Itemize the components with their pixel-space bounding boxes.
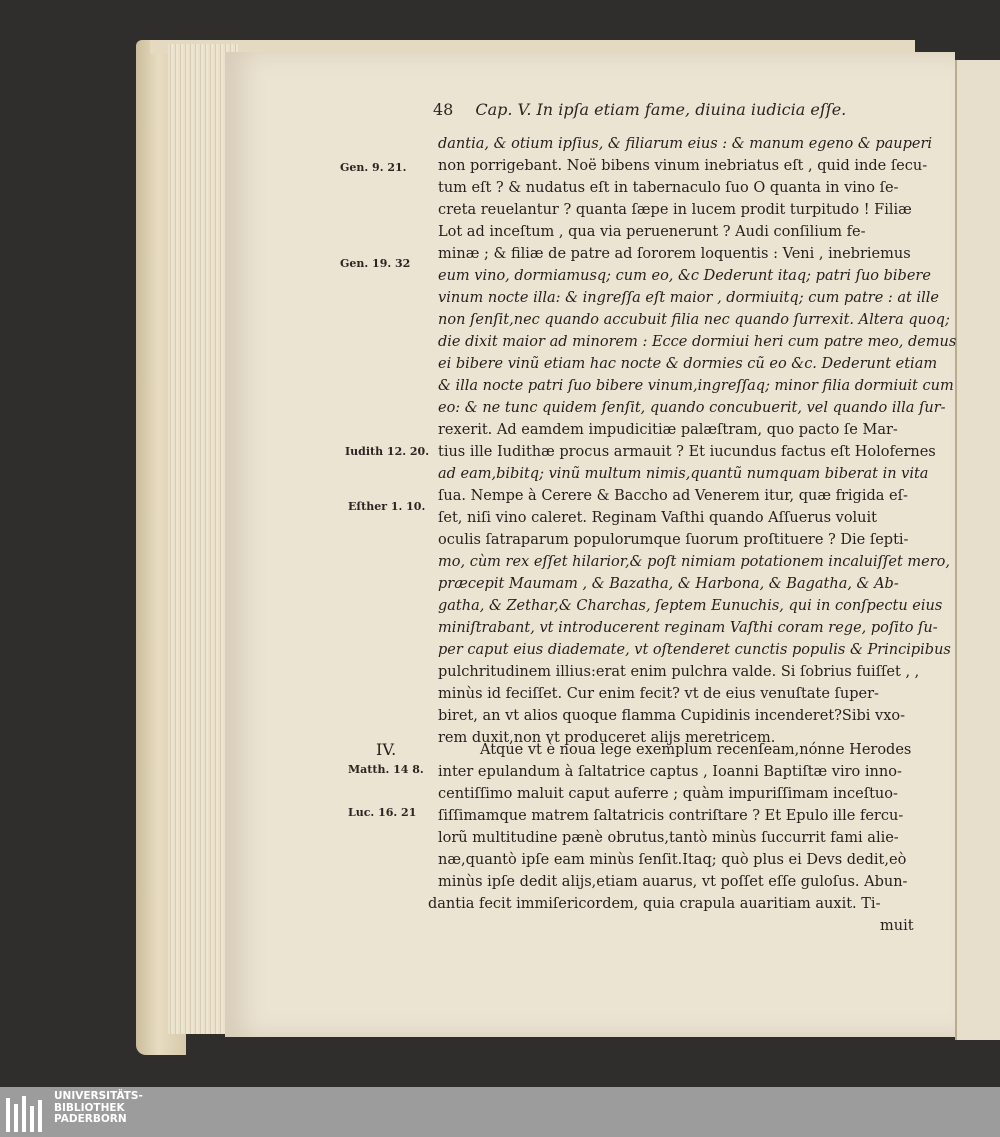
text-line: ſet, niſi vino caleret. Reginam Vaſthi quando Aſſuerus voluit [438,510,877,526]
text-line: non ſenſit,nec quando accubuit filia nec quando ſurrexit. Altera quoq; [438,312,950,328]
text-line: ſiſſimamque matrem ſaltatricis contriſtare ? Et Epulo ille fercu- [438,808,904,824]
library-logo-icon [6,1094,46,1132]
text-line: die dixit maior ad minorem : Ecce dormiui heri cum patre meo, demus [438,334,957,350]
text-line: rem duxit,non vt produceret alijs meretricem. [438,730,776,746]
margin-note: Iudith 12. 20. [345,445,430,458]
library-name-line: BIBLIOTHEK [54,1101,125,1114]
margin-note: Eſther 1. 10. [348,500,426,513]
library-footer-bar [0,1087,1000,1137]
text-line: centiſſimo maluit caput auferre ; quàm impuriſſimam inceſtuo- [438,786,898,802]
running-head-title: Cap. V. In ipſa etiam fame, diuina iudicia eſſe. [475,100,847,119]
facing-page-edge [955,60,1000,1040]
text-line: gatha, & Zethar,& Charchas, ſeptem Eunuchis, qui in conſpectu eius [438,598,943,614]
text-line: tum eſt ? & nudatus eſt in tabernaculo ſuo O quanta in vino ſe- [438,180,899,196]
text-line: oculis ſatraparum populorumque ſuorum proſtituere ? Die ſepti- [438,532,909,548]
text-line: miniſtrabant, vt introducerent reginam Vaſthi coram rege, poſito ſu- [438,620,938,636]
text-line: ſua. Nempe à Cerere & Baccho ad Venerem itur, quæ frigida eſ- [438,488,908,504]
text-line: minæ ; & filiæ de patre ad ſororem loquentis : Veni , inebriemus [438,246,911,262]
text-line: rexerit. Ad eamdem impudicitiæ palæſtram, quo pacto ſe Mar- [438,422,898,438]
text-line: minùs ipſe dedit alijs,etiam auarus, vt poſſet eſſe guloſus. Abun- [438,874,908,890]
page-number: 48 [433,100,454,119]
text-line: dantia fecit immiſericordem, quia crapula auaritiam auxit. Ti- [428,896,881,912]
margin-note: Matth. 14 8. [348,763,424,776]
text-line: inter epulandum à ſaltatrice captus , Ioanni Baptiſtæ viro inno- [438,764,902,780]
library-name [54,1091,143,1126]
library-name-line: UNIVERSITÄTS- [54,1090,143,1102]
library-name-line: PADERBORN [54,1113,127,1125]
catchword: muit [880,918,914,934]
text-line: mo, cùm rex eſſet hilarior,& poſt nimiam potationem incaluiſſet mero, [438,554,951,570]
running-head [433,100,893,119]
text-line: Atque vt è noua lege exemplum recenſeam,nónne Herodes [480,742,912,758]
text-line: dantia, & otium ipſius, & filiarum eius : & manum egeno & pauperi [438,136,933,152]
text-line: ei bibere vinũ etiam hac nocte & dormies cũ eo &c. Dederunt etiam [438,356,938,372]
text-line: vinum nocte illa: & ingreſſa eſt maior , dormiuitq; cum patre : at ille [438,290,939,306]
text-line: non porrigebant. Noë bibens vinum inebriatus eſt , quid inde ſecu- [438,158,928,174]
text-line: eo: & ne tunc quidem ſenſit, quando concubuerit, vel quando illa ſur- [438,400,946,416]
text-line: creta reuelantur ? quanta ſæpe in lucem prodit turpitudo ! Filiæ [438,202,912,218]
margin-note: Gen. 19. 32 [340,257,411,270]
text-line: præcepit Maumam , & Bazatha, & Harbona, & Bagatha, & Ab- [438,576,899,592]
text-line: per caput eius diademate, vt oſtenderet cunctis populis & Principibus [438,642,951,658]
text-line: næ,quantò ipſe eam minùs ſenſit.Itaq; quò plus ei Devs dedit,eò [438,852,907,868]
text-line: lorũ multitudine pænè obrutus,tantò minùs ſuccurrit fami alie- [438,830,899,846]
text-line: biret, an vt alios quoque flamma Cupidinis incenderet?Sibi vxo- [438,708,906,724]
text-line: pulchritudinem illius:erat enim pulchra valde. Si ſobrius fuiſſet , , [438,664,920,680]
text-line: Lot ad inceſtum , qua via peruenerunt ? Audi conſilium fe- [438,224,866,240]
text-line: eum vino, dormiamusq; cum eo, &c Dederunt itaq; patri ſuo bibere [438,268,931,284]
text-line: tius ille Iudithæ procus armauit ? Et iucundus factus eſt Holofernes [438,444,936,460]
section-number: IV. [376,740,397,759]
text-line: minùs id feciſſet. Cur enim fecit? vt de eius venuſtate ſuper- [438,686,879,702]
text-line: & illa nocte patri ſuo bibere vinum,ingreſſaq; minor filia dormiuit cum [438,378,954,394]
margin-note: Gen. 9. 21. [340,161,407,174]
margin-note: Luc. 16. 21 [348,806,417,819]
text-line: ad eam,bibitq; vinũ multum nimis,quantũ numquam biberat in vita [438,466,929,482]
